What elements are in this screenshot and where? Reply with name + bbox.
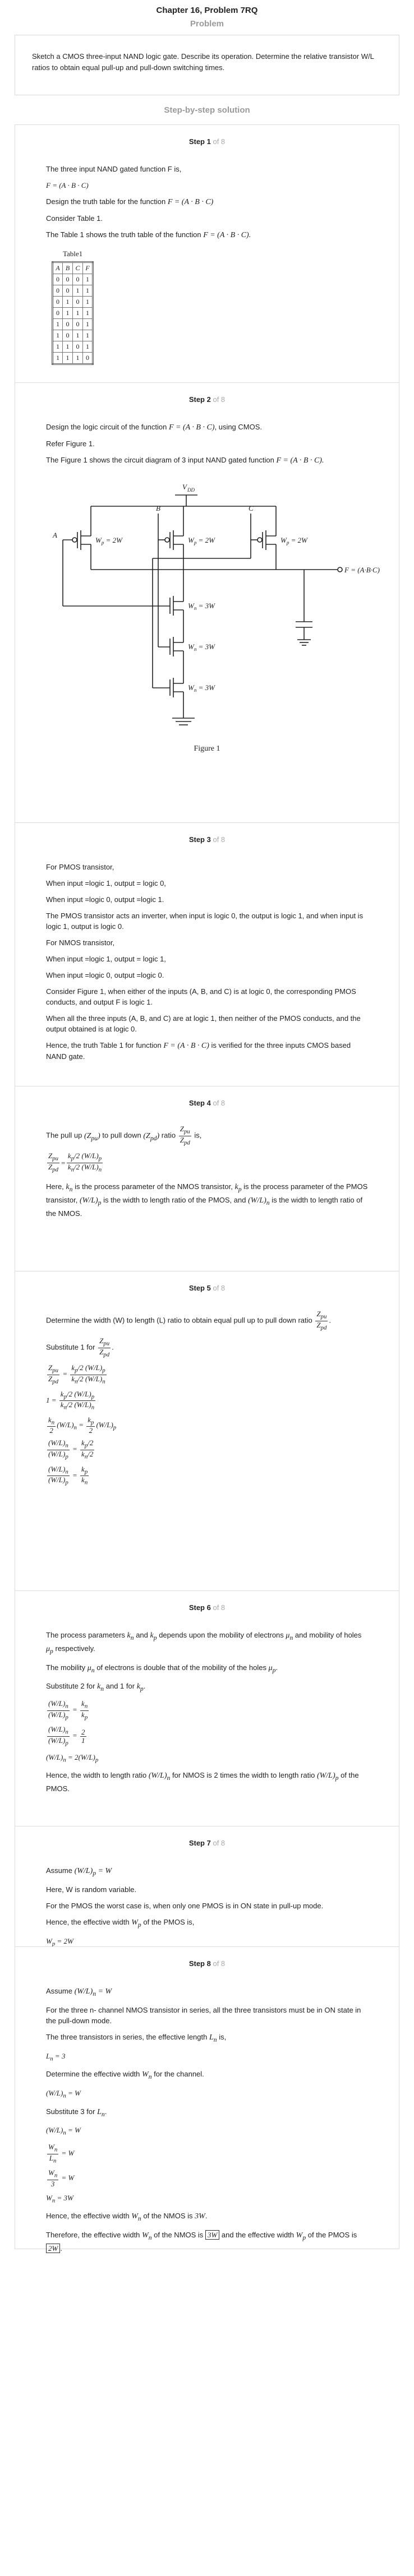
- input-c-label: C: [249, 504, 254, 512]
- input-a-label: A: [53, 531, 57, 539]
- step-text: The Figure 1 shows the circuit diagram of 3 input NAND gated function: [46, 456, 274, 464]
- equation: $\frac{(W/L)_n}{(W/L)_p}$ = $\frac{k_p}{k_n}$: [48, 1464, 88, 1486]
- vdd-label: V: [182, 483, 187, 491]
- answer-wp: 2W: [46, 2244, 60, 2253]
- equation: $(W/L)_n = 2(W/L)_p$: [46, 1752, 99, 1764]
- step-5: Step 5 of 8 Determine the width (W) to length (L) ratio to obtain equal pull up to pull down ratio $\frac{Z_{pu}}{Z_{pd}}$ . Substitute 1 for $\frac{Z_{pu}}{Z_{pd}}$ . $\frac{Z_{pu}}{Z_{pd}}$ = $\frac{k_p/2 (W/L)_p}{k_n/2 (W/L)_n}$ 1 = $\frac{k_p/2 (W/L)_p}{k_n/2 (W/L)_n}$ $\frac{k_n}{2}$ $(W/L)_n$ = $\frac{k_p}{2}$ $(W/L)_p$ $\frac{(W/L)_n}{(W/L)_p}$ = $\frac{k_p/2}{k_n/2}$ $\frac{(W/L)_n}{(W/L)_p}$ = $\frac{k_p}{k_n}$: [15, 1271, 399, 1590]
- step-text: The Table 1 shows the truth table of the function: [46, 230, 201, 239]
- answer-wn: 3W: [205, 2230, 219, 2240]
- equation: $\frac{Z_{pu}}{Z_{pd}}$ = $\frac{k_p/2 (W/L)_p}{k_n/2 (W/L)_n}$: [48, 1363, 105, 1385]
- equation: $\frac{(W/L)_n}{(W/L)_p}$ = $\frac{k_n}{k_p}$: [48, 1699, 88, 1721]
- step-text: When input =logic 1, output = logic 0,: [46, 879, 166, 887]
- equation: $\frac{W_n}{3}$ = W: [48, 2168, 75, 2188]
- solution-heading: Step-by-step solution: [164, 105, 250, 115]
- step-6: Step 6 of 8 The process parameters $k_n$ and $k_p$ depends upon the mobility of electrons $\mu_n$ and mobility of holes $\mu_p$ respectively. The mobility $\mu_n$ of electrons is double that of the mobility of the holes $\mu_p$. Substitute 2 for $k_n$ and 1 for $k_p$. $\frac{(W/L)_n}{(W/L)_p}$ = $\frac{k_n}{k_p}$ $\frac{(W/L)_n}{(W/L)_p}$ = $\frac{2}{1}$ $(W/L)_n = 2(W/L)_p$ Hence, the width to length ratio $(W/L)_n$ for NMOS is 2 times the width to length ratio $(W/L)_p$ of the PMOS.: [15, 1590, 399, 1826]
- step-text: Refer Figure 1.: [46, 440, 95, 448]
- step-text: For the three n- channel NMOS transistor in series, all the three transistors must be in ON state in the pull-down mode.: [46, 2005, 361, 2025]
- equation: $(W/L)_n = W$: [46, 2088, 81, 2099]
- step-7: Step 7 of 8 Assume $(W/L)_p = W$ Here, W is random variable. For the PMOS the worst case is, when only one PMOS is in ON state in pull-up mode. Hence, the effective width $W_p$ of the PMOS is, $W_p = 2W$: [15, 1826, 399, 1946]
- equation: $\frac{W_n}{L_n}$ = W: [48, 2142, 75, 2165]
- problem-heading: Problem: [190, 19, 224, 29]
- table-row: 1 1 0 1: [53, 341, 93, 353]
- step-text: The three input NAND gated function F is,: [46, 165, 182, 173]
- equation: $\frac{(W/L)_n}{(W/L)_p}$ = $\frac{2}{1}$: [48, 1725, 85, 1747]
- step-text: Design the truth table for the function: [46, 197, 166, 206]
- step-text: When input =logic 0, output =logic 0.: [46, 971, 164, 979]
- figure-caption: Figure 1: [194, 744, 220, 753]
- pmos-a-width: $W_p = 2W$: [95, 536, 122, 545]
- problem-text: Sketch a CMOS three-input NAND logic gate. Describe its operation. Determine the relative transistor W/L ratios to obtain equal pull-up and pull-down switching times.: [32, 52, 374, 72]
- table-row: 0 0 0 1: [53, 274, 93, 285]
- input-b-label: B: [156, 504, 160, 512]
- step-title: Step 3 of 8: [188, 835, 226, 844]
- nmos-c-width: $W_n = 3W$: [188, 683, 215, 693]
- table-row: 0 1 0 1: [53, 297, 93, 308]
- step-title: Step 8 of 8: [188, 1959, 226, 1968]
- equation: $\frac{Z_{pu}}{Z_{pd}}$ = $\frac{k_p/2 (W/L)_p}{k_n/2 (W/L)_n}$: [48, 1151, 102, 1173]
- table-row: 1 0 1 1: [53, 330, 93, 341]
- truth-table: A B C F 0 0 0 1 0 0 1 1 0 1 0 1 0 1 1 1 1 0 0 1 1 0 1 1 1 1 0 1 1 1 1 0: [52, 261, 94, 365]
- svg-text:DD: DD: [187, 487, 195, 493]
- nmos-b-width: $W_n = 3W$: [188, 642, 215, 652]
- problem-box: [15, 35, 399, 95]
- step-text: When input =logic 1, output = logic 1,: [46, 955, 166, 963]
- step-8: Step 8 of 8 Assume $(W/L)_n = W$ For the three n- channel NMOS transistor in series, all the three transistors must be in ON state in the pull-down mode. The three transistors in series, the effective length $L_n$ is, $L_n = 3$ Determine the effective width $W_n$ for the channel. $(W/L)_n = W$ Substitute 3 for $L_n$. $(W/L)_n = W$ $\frac{W_n}{L_n}$ = W $\frac{W_n}{3}$ = W $W_n = 3W$ Hence, the effective width $W_n$ of the NMOS is 3W. Therefore, the effective width $W_n$ of the NMOS is 3W and the effective width $W_p$ of the PMOS is 2W .: [15, 1946, 399, 2249]
- step-text: For PMOS transistor,: [46, 863, 114, 871]
- table-row: 1 0 0 1: [53, 319, 93, 330]
- table-row: 0 1 1 1: [53, 308, 93, 319]
- equation: $\frac{k_n}{2}$ $(W/L)_n$ = $\frac{k_p}{2}$ $(W/L)_p$: [48, 1415, 117, 1435]
- step-text: When input =logic 0, output =logic 1.: [46, 895, 164, 904]
- equation: 1 = $\frac{k_p/2 (W/L)_p}{k_n/2 (W/L)_n}$: [46, 1389, 95, 1411]
- step-text: Hence, the truth Table 1 for function: [46, 1041, 162, 1049]
- step-text: The PMOS transistor acts an inverter, when input is logic 0, the output is logic 1, and when input is logic 1, output is logic 0.: [46, 912, 364, 931]
- step-text: When all the three inputs (A, B, and C) are at logic 1, then neither of the PMOS conducts, and the output obtained is at logic 0.: [46, 1014, 361, 1033]
- step-text: For the PMOS the worst case is, when only one PMOS is in ON state in pull-up mode.: [46, 1901, 324, 1910]
- step-title: Step 6 of 8: [188, 1603, 226, 1612]
- step-text: For NMOS transistor,: [46, 938, 115, 947]
- step-text: Consider Figure 1, when either of the inputs (A, B, and C) is at logic 0, the corresponding PMOS conducts, and output F is logic 1.: [46, 987, 356, 1006]
- step-title: Step 5 of 8: [188, 1284, 226, 1292]
- circuit-figure: [46, 471, 380, 754]
- pmos-b-width: $W_p = 2W$: [188, 536, 215, 545]
- step-2: Step 2 of 8 Design the logic circuit of the function F = (A · B · C), using CMOS. Refer Figure 1. The Figure 1 shows the circuit diagram of 3 input NAND gated function F = (A · B · C). V DD A B C $W_p = 2W$ $W_p = 2W$ $W_p = 2W$ $W_n = 3W$ $W_n = 3W$ $W_n = 3W$ F = (A·B·C) Figure 1: [15, 382, 399, 822]
- table-caption: Table1: [63, 249, 83, 258]
- step-title: Step 2 of 8: [188, 395, 226, 404]
- step-text: Here, W is random variable.: [46, 1885, 137, 1894]
- step-text: Design the logic circuit of the function: [46, 423, 167, 431]
- output-label: F = (A·B·C): [344, 566, 380, 574]
- nmos-a-width: $W_n = 3W$: [188, 602, 215, 611]
- table-row: 1 1 1 0: [53, 353, 93, 364]
- step-title: Step 1 of 8: [188, 137, 226, 146]
- step-4: Step 4 of 8 The pull up $(Z_{pu})$ to pull down $(Z_{pd})$ ratio $\frac{Z_{pu}}{Z_{pd}}$ is, $\frac{Z_{pu}}{Z_{pd}}$ = $\frac{k_p/2 (W/L)_p}{k_n/2 (W/L)_n}$ Here, $k_n$ is the process parameter of the NMOS transistor, $k_p$ is the process parameter of the PMOS transistor, $(W/L)_p$ is the width to length ratio of the PMOS, and $(W/L)_n$ is the width to length ratio of the NMOS.: [15, 1086, 399, 1271]
- step-1: Step 1 of 8 The three input NAND gated function F is, F = (A · B · C) Design the truth table for the function F = (A · B · C) Consider Table 1. The Table 1 shows the truth table of the function F = (A · B · C). Table1 A B C F 0 0 0 1 0 0 1 1 0 1 0 1 0 1 1 1 1 0 0 1 1 0 1 1 1 1 0 1 1 1 1 0: [15, 124, 399, 382]
- step-text: Consider Table 1.: [46, 214, 103, 223]
- equation: $W_n = 3W$: [46, 2193, 73, 2204]
- step-title: Step 4 of 8: [188, 1099, 226, 1107]
- chapter-title: Chapter 16, Problem 7RQ: [156, 6, 258, 15]
- equation: F = (A · B · C): [46, 181, 89, 189]
- equation: $\frac{(W/L)_n}{(W/L)_p}$ = $\frac{k_p/2}{k_n/2}$: [48, 1439, 94, 1460]
- equation: $W_p = 2W$: [46, 1936, 73, 1948]
- table-row: 0 0 1 1: [53, 285, 93, 297]
- equation: $(W/L)_n = W$: [46, 2126, 81, 2136]
- pmos-c-width: $W_p = 2W$: [280, 536, 307, 545]
- equation: $L_n = 3$: [46, 2051, 66, 2062]
- cmos-nand-circuit: [46, 471, 394, 785]
- step-title: Step 7 of 8: [188, 1839, 226, 1847]
- step-3: Step 3 of 8 For PMOS transistor, When input =logic 1, output = logic 0, When input =logic 0, output =logic 1. The PMOS transistor acts an inverter, when input is logic 0, the output is logic 1, and when input is logic 1, output is logic 0. For NMOS transistor, When input =logic 1, output = logic 1, When input =logic 0, output =logic 0. Consider Figure 1, when either of the inputs (A, B, and C) is at logic 0, the corresponding PMOS conducts, and output F is logic 1. When all the three inputs (A, B, and C) are at logic 1, then neither of the PMOS conducts, and the output obtained is at logic 0. Hence, the truth Table 1 for function F = (A · B · C) is verified for the three inputs CMOS based NAND gate.: [15, 822, 399, 1086]
